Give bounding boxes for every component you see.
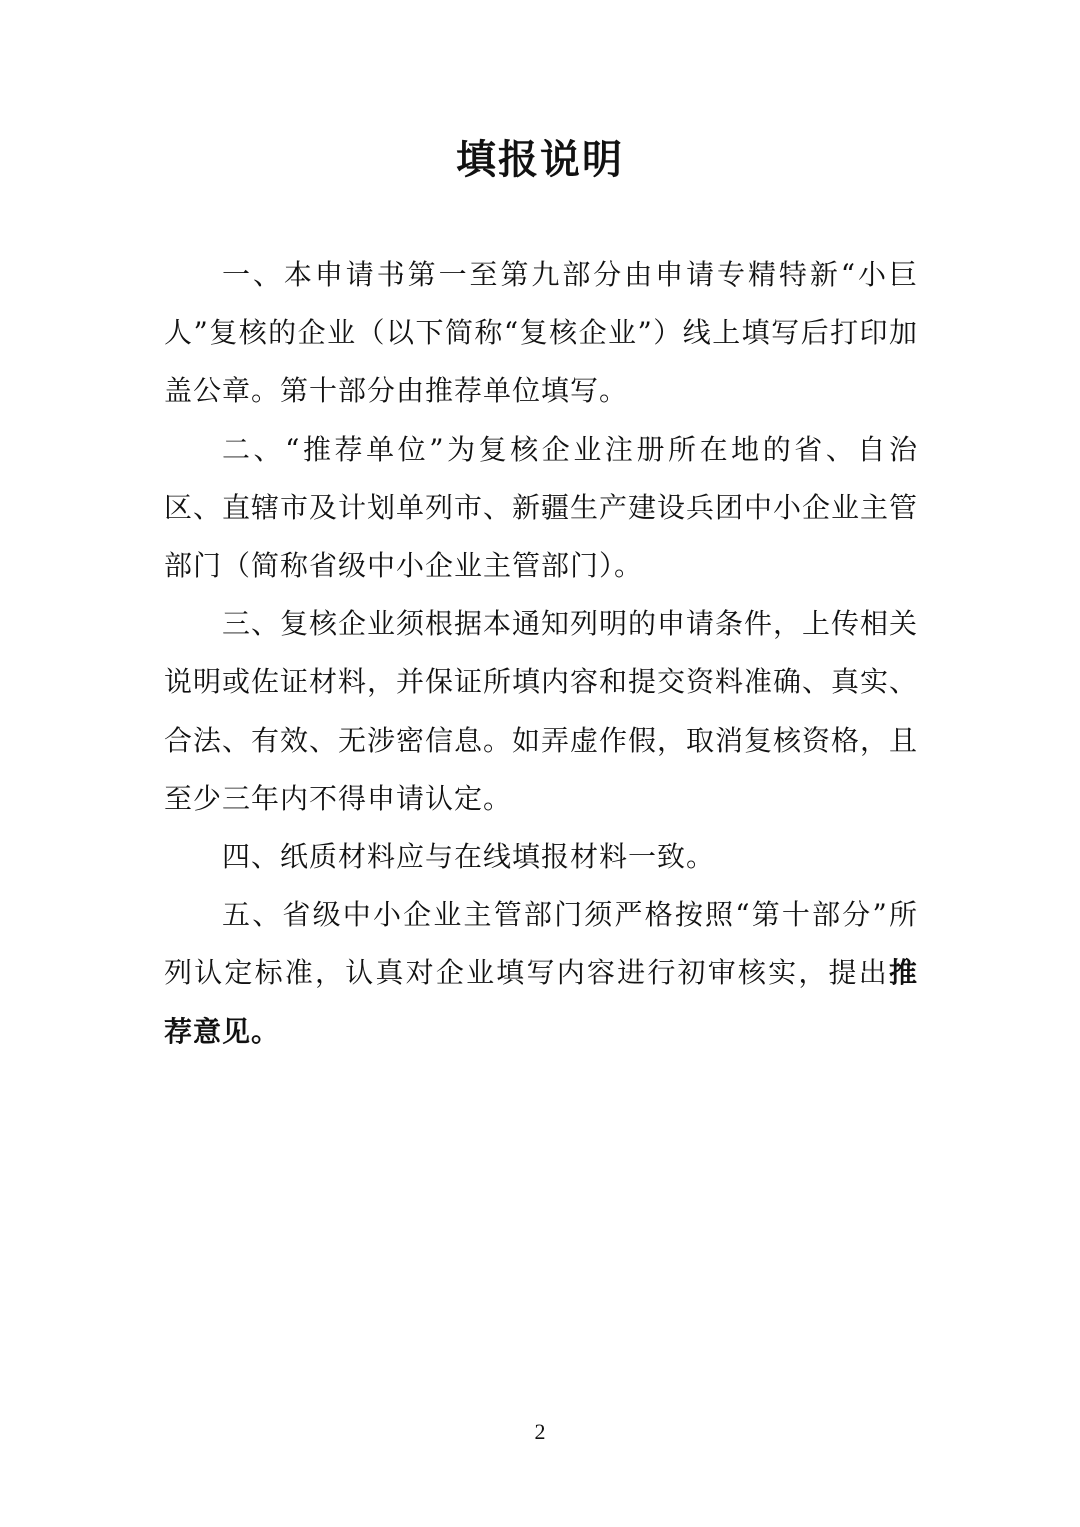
instruction-paragraph-4: 四、纸质材料应与在线填报材料一致。: [222, 840, 716, 874]
instruction-paragraph-5: [164, 886, 918, 1061]
instruction-paragraph-1: 一、本申请书第一至第九部分由申请专精特新“小巨人”复核的企业（以下简称“复核企业”）线上填写后打印加盖公章。第十部分由推荐单位填写。: [164, 258, 918, 408]
instruction-paragraph-3: 三、复核企业须根据本通知列明的申请条件，上传相关说明或佐证材料，并保证所填内容和提交资料准确、真实、合法、有效、无涉密信息。如弄虚作假，取消复核资格，且至少三年内不得申请认定。: [164, 607, 919, 815]
instruction-paragraph-2: 二、“推荐单位”为复核企业注册所在地的省、自治区、直辖市及计划单列市、新疆生产建设兵团中小企业主管部门（简称省级中小企业主管部门）。: [164, 432, 919, 583]
document-title: 填报说明: [456, 137, 624, 183]
page-number: 2: [534, 1419, 546, 1444]
recommendation-opinion-emphasis: 推荐意见。: [164, 956, 918, 1048]
instructions-body: [164, 246, 918, 1061]
instruction-paragraph-5-text: 五、省级中小企业主管部门须严格按照“第十部分”所列认定标准，认真对企业填写内容进行初审核实，提出: [164, 898, 918, 990]
